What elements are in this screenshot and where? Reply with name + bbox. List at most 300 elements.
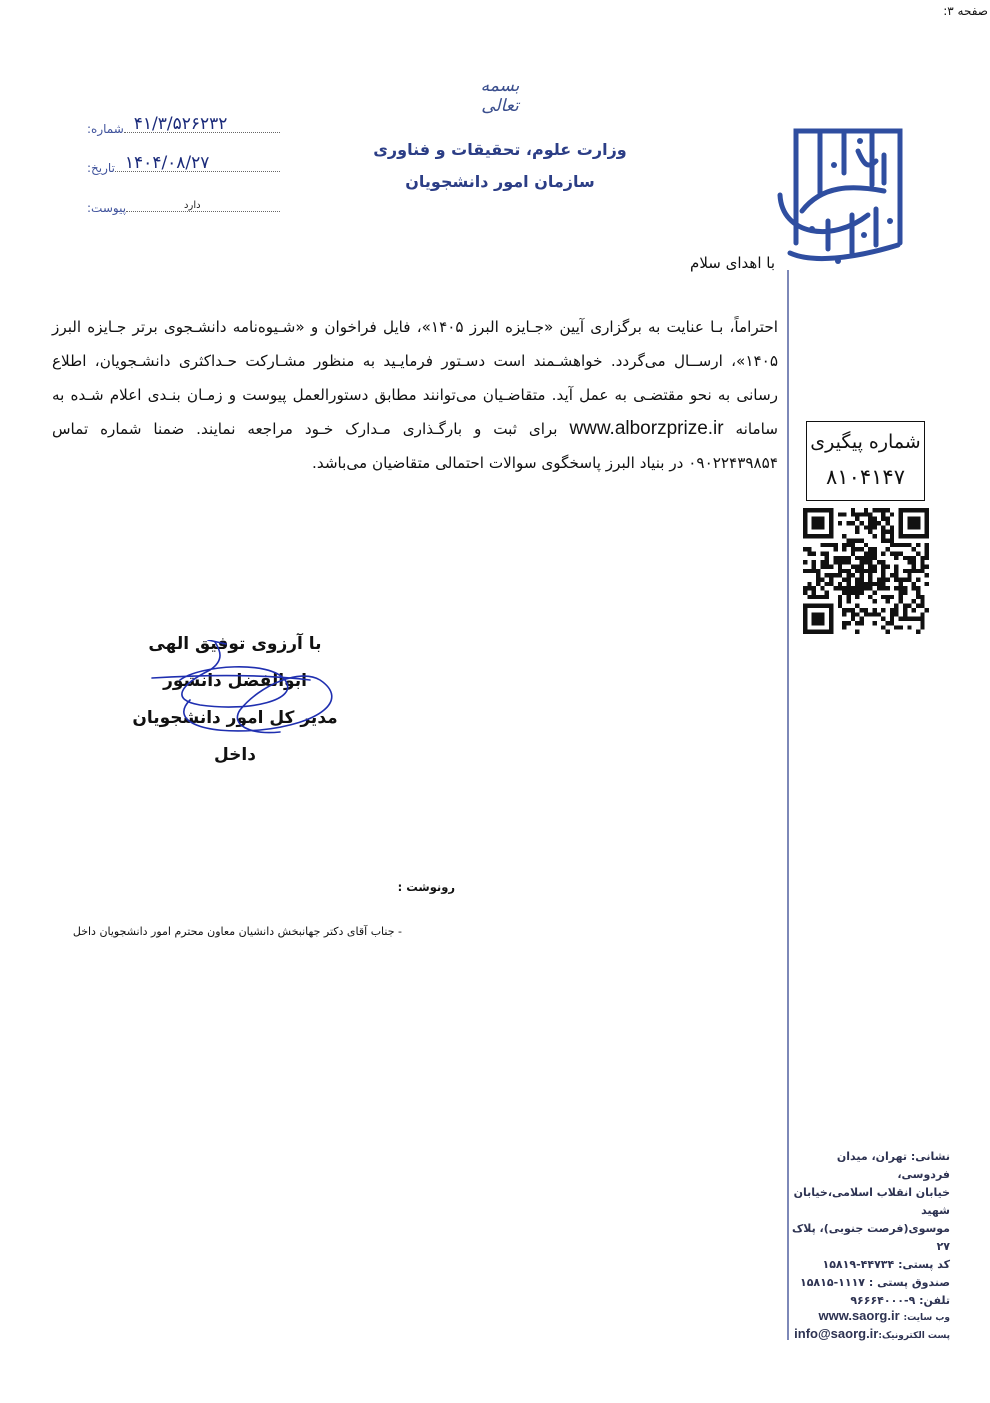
- greeting-text: با اهدای سلام: [690, 254, 775, 272]
- qr-module: [820, 586, 824, 590]
- qr-module: [842, 569, 846, 573]
- qr-module: [846, 621, 850, 625]
- qr-module: [859, 608, 863, 612]
- qr-module: [907, 604, 911, 608]
- qr-module: [833, 560, 837, 564]
- address-line: نشانی: تهران، میدان فردوسی،: [836, 1150, 950, 1181]
- qr-module: [868, 525, 872, 529]
- page-number-label: صفحه ۳:: [943, 4, 988, 18]
- qr-module: [873, 582, 877, 586]
- qr-module: [881, 573, 885, 577]
- qr-module: [890, 573, 894, 577]
- tracking-number-box: [806, 421, 925, 501]
- qr-module: [846, 582, 850, 586]
- qr-module: [920, 560, 924, 564]
- qr-module: [855, 630, 859, 634]
- qr-module: [820, 551, 824, 555]
- dotted-line: [126, 197, 280, 212]
- qr-module: [890, 538, 894, 542]
- qr-module: [851, 547, 855, 551]
- qr-module: [890, 612, 894, 616]
- qr-module: [859, 538, 863, 542]
- qr-module: [894, 569, 898, 573]
- qr-module: [855, 621, 859, 625]
- closing-text: با آرزوی توفیق الهی: [148, 634, 322, 654]
- qr-module: [877, 582, 881, 586]
- qr-module: [812, 560, 816, 564]
- qr-module: [842, 512, 846, 516]
- signer-name: ابوالفضل دانشور: [163, 671, 307, 691]
- qr-module: [816, 569, 820, 573]
- qr-module: [881, 564, 885, 568]
- qr-module: [864, 569, 868, 573]
- address-line: خیابان انقلاب اسلامی،خیابان شهید: [793, 1186, 950, 1217]
- attachment-value: دارد: [184, 200, 201, 211]
- qr-module: [868, 595, 872, 599]
- qr-module: [881, 512, 885, 516]
- qr-module: [864, 525, 868, 529]
- qr-module: [851, 521, 855, 525]
- qr-module: [925, 556, 929, 560]
- qr-module: [825, 591, 829, 595]
- qr-module: [851, 564, 855, 568]
- qr-module: [894, 612, 898, 616]
- qr-module: [825, 543, 829, 547]
- qr-module: [899, 586, 903, 590]
- qr-module: [855, 556, 859, 560]
- qr-module: [842, 543, 846, 547]
- qr-module: [894, 573, 898, 577]
- qr-module: [868, 512, 872, 516]
- qr-module: [890, 617, 894, 621]
- qr-module: [903, 569, 907, 573]
- qr-module: [816, 578, 820, 582]
- qr-module: [803, 569, 807, 573]
- qr-module: [899, 595, 903, 599]
- qr-module: [873, 591, 877, 595]
- qr-module: [842, 612, 846, 616]
- qr-module: [842, 578, 846, 582]
- qr-module: [873, 569, 877, 573]
- qr-module: [925, 582, 929, 586]
- qr-module: [907, 573, 911, 577]
- qr-module: [846, 591, 850, 595]
- qr-module: [912, 569, 916, 573]
- qr-module: [846, 569, 850, 573]
- qr-module: [816, 595, 820, 599]
- qr-module: [925, 564, 929, 568]
- footer-address: [790, 1148, 950, 1310]
- qr-module: [846, 608, 850, 612]
- qr-module: [912, 582, 916, 586]
- qr-module: [846, 560, 850, 564]
- cc-recipient: - جناب آقای دکتر جهانبخش دانشیان معاون محترم امور دانشجویان داخل: [72, 925, 402, 938]
- qr-module: [864, 582, 868, 586]
- qr-module: [916, 578, 920, 582]
- qr-module: [825, 595, 829, 599]
- qr-module: [838, 556, 842, 560]
- website-label: وب سایت:: [903, 1313, 950, 1323]
- qr-module: [907, 556, 911, 560]
- qr-module: [833, 547, 837, 551]
- qr-module: [838, 560, 842, 564]
- qr-module: [912, 586, 916, 590]
- organization-name: سازمان امور دانشجویان: [405, 172, 595, 191]
- qr-module: [881, 625, 885, 629]
- qr-module: [851, 573, 855, 577]
- qr-module: [868, 612, 872, 616]
- qr-module: [873, 534, 877, 538]
- qr-module: [886, 586, 890, 590]
- qr-module: [812, 569, 816, 573]
- qr-module: [916, 586, 920, 590]
- qr-module: [920, 612, 924, 616]
- qr-module: [807, 586, 811, 590]
- qr-module: [881, 517, 885, 521]
- qr-module: [855, 586, 859, 590]
- qr-module: [812, 595, 816, 599]
- qr-module: [873, 612, 877, 616]
- qr-module: [855, 591, 859, 595]
- qr-module: [907, 560, 911, 564]
- qr-module: [829, 543, 833, 547]
- qr-module: [881, 508, 885, 512]
- qr-module: [886, 599, 890, 603]
- qr-module: [881, 534, 885, 538]
- qr-module: [916, 604, 920, 608]
- qr-module: [855, 564, 859, 568]
- qr-module: [899, 582, 903, 586]
- ministry-name: وزارت علوم، تحقیقات و فناوری: [373, 140, 627, 159]
- qr-module: [886, 508, 890, 512]
- footer-contact: [790, 1308, 950, 1344]
- qr-module: [859, 578, 863, 582]
- qr-module: [833, 586, 837, 590]
- qr-module: [907, 543, 911, 547]
- letter-date-value: ۱۴۰۴/۰۸/۲۷: [124, 153, 210, 173]
- qr-module: [873, 517, 877, 521]
- qr-module: [859, 582, 863, 586]
- qr-module: [899, 617, 903, 621]
- qr-module: [920, 595, 924, 599]
- qr-module: [846, 599, 850, 603]
- qr-module: [825, 582, 829, 586]
- qr-module: [899, 551, 903, 555]
- qr-module: [859, 617, 863, 621]
- qr-module: [912, 564, 916, 568]
- qr-module: [833, 543, 837, 547]
- qr-module: [916, 551, 920, 555]
- body-text-part-2: برای ثبت و بارگـذاری مـدارک خـود مراجعه نمایند. ضمنا شماره تماس ۰۹۰۲۲۴۳۹۸۵۴ در بنیاد البرز پاسخگوی سوالات احتمالی متقاضیان می‌باشد.: [52, 420, 778, 472]
- signer-title: مدیر کل امور دانشجویان داخل: [132, 708, 338, 765]
- qr-finder-pattern: [812, 612, 825, 625]
- qr-module: [903, 604, 907, 608]
- qr-module: [855, 612, 859, 616]
- organization-logo-icon: [772, 125, 904, 265]
- qr-module: [838, 586, 842, 590]
- letterhead-title: [360, 134, 640, 198]
- qr-module: [886, 630, 890, 634]
- signature-block: [110, 626, 360, 774]
- qr-module: [812, 586, 816, 590]
- qr-module: [838, 595, 842, 599]
- qr-module: [859, 547, 863, 551]
- qr-code-icon: [803, 508, 929, 634]
- qr-module: [868, 517, 872, 521]
- qr-module: [855, 530, 859, 534]
- qr-module: [873, 551, 877, 555]
- qr-module: [825, 573, 829, 577]
- qr-module: [873, 621, 877, 625]
- alborzprize-link[interactable]: www.alborzprize.ir: [569, 418, 724, 439]
- qr-module: [907, 617, 911, 621]
- qr-module: [873, 521, 877, 525]
- qr-module: [851, 551, 855, 555]
- qr-module: [912, 608, 916, 612]
- qr-module: [881, 586, 885, 590]
- qr-module: [846, 578, 850, 582]
- qr-module: [846, 586, 850, 590]
- qr-module: [899, 599, 903, 603]
- qr-module: [864, 556, 868, 560]
- qr-module: [820, 564, 824, 568]
- qr-finder-pattern: [907, 517, 920, 530]
- qr-module: [881, 595, 885, 599]
- attachment-label: پیوست:: [87, 201, 127, 215]
- body-text-part-1: احتراماً، بـا عنایت به برگزاری آیین «جـایزه البرز ۱۴۰۵»، فایل فراخوان و «شـیوه‌نامه دانشـجوی برتر جـایزه البرز ۱۴۰۵»، ارســال می‌گردد. خواهشـمند است دسـتور فرمایـید به منظور مشـارکت حـداکثری دانشـجویان، اطلاع رسانی به نحو مقتضـی به عمل آید. متقاضـیان می‌توانند مطابق دستورالعمل پیوست و زمـان بنـدی اعلام شـده به سامانه: [52, 318, 778, 438]
- email-link[interactable]: info@saorg.ir: [794, 1326, 879, 1341]
- qr-module: [920, 599, 924, 603]
- qr-module: [859, 621, 863, 625]
- letter-number-field: [85, 114, 280, 140]
- qr-module: [873, 508, 877, 512]
- letter-number-label: شماره:: [87, 122, 124, 136]
- qr-module: [868, 582, 872, 586]
- qr-module: [859, 573, 863, 577]
- qr-module: [838, 573, 842, 577]
- qr-module: [851, 608, 855, 612]
- qr-module: [833, 573, 837, 577]
- qr-module: [855, 604, 859, 608]
- po-box-line: صندوق پستی : ۱۱۱۷-۱۵۸۱۵: [800, 1276, 950, 1289]
- qr-module: [855, 512, 859, 516]
- qr-module: [838, 569, 842, 573]
- qr-module: [916, 569, 920, 573]
- qr-module: [903, 543, 907, 547]
- qr-module: [855, 578, 859, 582]
- qr-module: [881, 530, 885, 534]
- qr-module: [894, 625, 898, 629]
- qr-module: [873, 556, 877, 560]
- qr-module: [816, 582, 820, 586]
- qr-module: [846, 543, 850, 547]
- qr-module: [868, 578, 872, 582]
- qr-module: [859, 512, 863, 516]
- qr-module: [825, 556, 829, 560]
- qr-module: [842, 591, 846, 595]
- qr-module: [803, 586, 807, 590]
- qr-module: [851, 512, 855, 516]
- qr-module: [829, 578, 833, 582]
- qr-module: [864, 586, 868, 590]
- qr-module: [846, 521, 850, 525]
- qr-module: [855, 547, 859, 551]
- dotted-line: [115, 153, 280, 173]
- qr-module: [890, 551, 894, 555]
- qr-module: [846, 595, 850, 599]
- qr-module: [868, 573, 872, 577]
- qr-module: [903, 586, 907, 590]
- margin-rule-line: [787, 270, 789, 1340]
- qr-module: [868, 560, 872, 564]
- qr-module: [881, 608, 885, 612]
- qr-module: [894, 564, 898, 568]
- qr-module: [855, 538, 859, 542]
- qr-module: [886, 578, 890, 582]
- qr-module: [886, 517, 890, 521]
- qr-module: [838, 582, 842, 586]
- qr-module: [881, 578, 885, 582]
- qr-module: [881, 525, 885, 529]
- qr-module: [842, 560, 846, 564]
- qr-module: [864, 512, 868, 516]
- letter-date-field: [85, 153, 280, 179]
- qr-module: [855, 517, 859, 521]
- qr-module: [816, 573, 820, 577]
- tracking-number-label: شماره پیگیری: [810, 431, 921, 453]
- qr-module: [820, 560, 824, 564]
- qr-module: [903, 578, 907, 582]
- qr-module: [851, 591, 855, 595]
- qr-module: [820, 595, 824, 599]
- qr-module: [877, 508, 881, 512]
- qr-module: [807, 551, 811, 555]
- tracking-number-value: ۸۱۰۴۱۴۷: [826, 465, 905, 489]
- qr-module: [912, 556, 916, 560]
- qr-module: [925, 573, 929, 577]
- qr-module: [851, 586, 855, 590]
- qr-module: [851, 508, 855, 512]
- qr-module: [894, 604, 898, 608]
- qr-module: [820, 543, 824, 547]
- qr-module: [916, 630, 920, 634]
- qr-module: [886, 538, 890, 542]
- qr-module: [859, 556, 863, 560]
- qr-module: [855, 582, 859, 586]
- qr-module: [868, 569, 872, 573]
- qr-module: [873, 564, 877, 568]
- qr-module: [868, 530, 872, 534]
- qr-module: [925, 551, 929, 555]
- qr-module: [894, 556, 898, 560]
- qr-module: [842, 534, 846, 538]
- qr-module: [873, 547, 877, 551]
- qr-finder-pattern: [812, 517, 825, 530]
- qr-module: [846, 556, 850, 560]
- website-link[interactable]: www.saorg.ir: [818, 1308, 900, 1323]
- qr-module: [890, 534, 894, 538]
- qr-module: [886, 595, 890, 599]
- qr-module: [803, 547, 807, 551]
- basmala-heading: بسمه تعالی: [480, 76, 520, 116]
- qr-module: [877, 560, 881, 564]
- qr-module: [920, 569, 924, 573]
- qr-module: [894, 608, 898, 612]
- qr-module: [851, 538, 855, 542]
- qr-module: [881, 551, 885, 555]
- qr-module: [912, 617, 916, 621]
- qr-module: [864, 612, 868, 616]
- qr-module: [899, 578, 903, 582]
- qr-module: [868, 556, 872, 560]
- attachment-field: [85, 197, 280, 219]
- letter-number-value: ۴۱/۳/۵۲۶۲۳۲: [133, 114, 228, 134]
- postal-code-line: کد پستی: ۴۴۷۳۴-۱۵۸۱۹: [822, 1258, 950, 1271]
- qr-module: [907, 578, 911, 582]
- qr-module: [890, 543, 894, 547]
- qr-module: [855, 569, 859, 573]
- qr-module: [894, 543, 898, 547]
- qr-module: [859, 560, 863, 564]
- qr-module: [877, 586, 881, 590]
- qr-module: [920, 564, 924, 568]
- qr-module: [886, 547, 890, 551]
- qr-module: [881, 617, 885, 621]
- letter-body: [52, 310, 778, 480]
- qr-module: [868, 521, 872, 525]
- qr-module: [916, 617, 920, 621]
- qr-module: [803, 591, 807, 595]
- qr-module: [838, 512, 842, 516]
- qr-module: [864, 551, 868, 555]
- qr-module: [886, 621, 890, 625]
- qr-module: [868, 586, 872, 590]
- phone-line: تلفن: ۹-۹۶۶۶۴۰۰۰: [850, 1294, 950, 1307]
- qr-module: [920, 604, 924, 608]
- qr-module: [864, 560, 868, 564]
- qr-module: [890, 512, 894, 516]
- qr-module: [842, 547, 846, 551]
- qr-module: [881, 560, 885, 564]
- qr-module: [864, 543, 868, 547]
- qr-module: [881, 582, 885, 586]
- qr-module: [903, 591, 907, 595]
- qr-module: [912, 547, 916, 551]
- qr-module: [842, 608, 846, 612]
- qr-module: [873, 599, 877, 603]
- qr-module: [907, 625, 911, 629]
- qr-module: [868, 551, 872, 555]
- qr-module: [846, 573, 850, 577]
- qr-module: [859, 586, 863, 590]
- qr-module: [838, 521, 842, 525]
- qr-module: [851, 612, 855, 616]
- qr-module: [833, 556, 837, 560]
- qr-module: [886, 564, 890, 568]
- qr-module: [807, 547, 811, 551]
- qr-module: [838, 604, 842, 608]
- qr-module: [859, 569, 863, 573]
- qr-module: [829, 573, 833, 577]
- qr-module: [890, 530, 894, 534]
- qr-module: [890, 608, 894, 612]
- qr-module: [912, 599, 916, 603]
- qr-module: [899, 625, 903, 629]
- qr-module: [916, 591, 920, 595]
- qr-module: [842, 586, 846, 590]
- qr-module: [868, 564, 872, 568]
- qr-module: [812, 551, 816, 555]
